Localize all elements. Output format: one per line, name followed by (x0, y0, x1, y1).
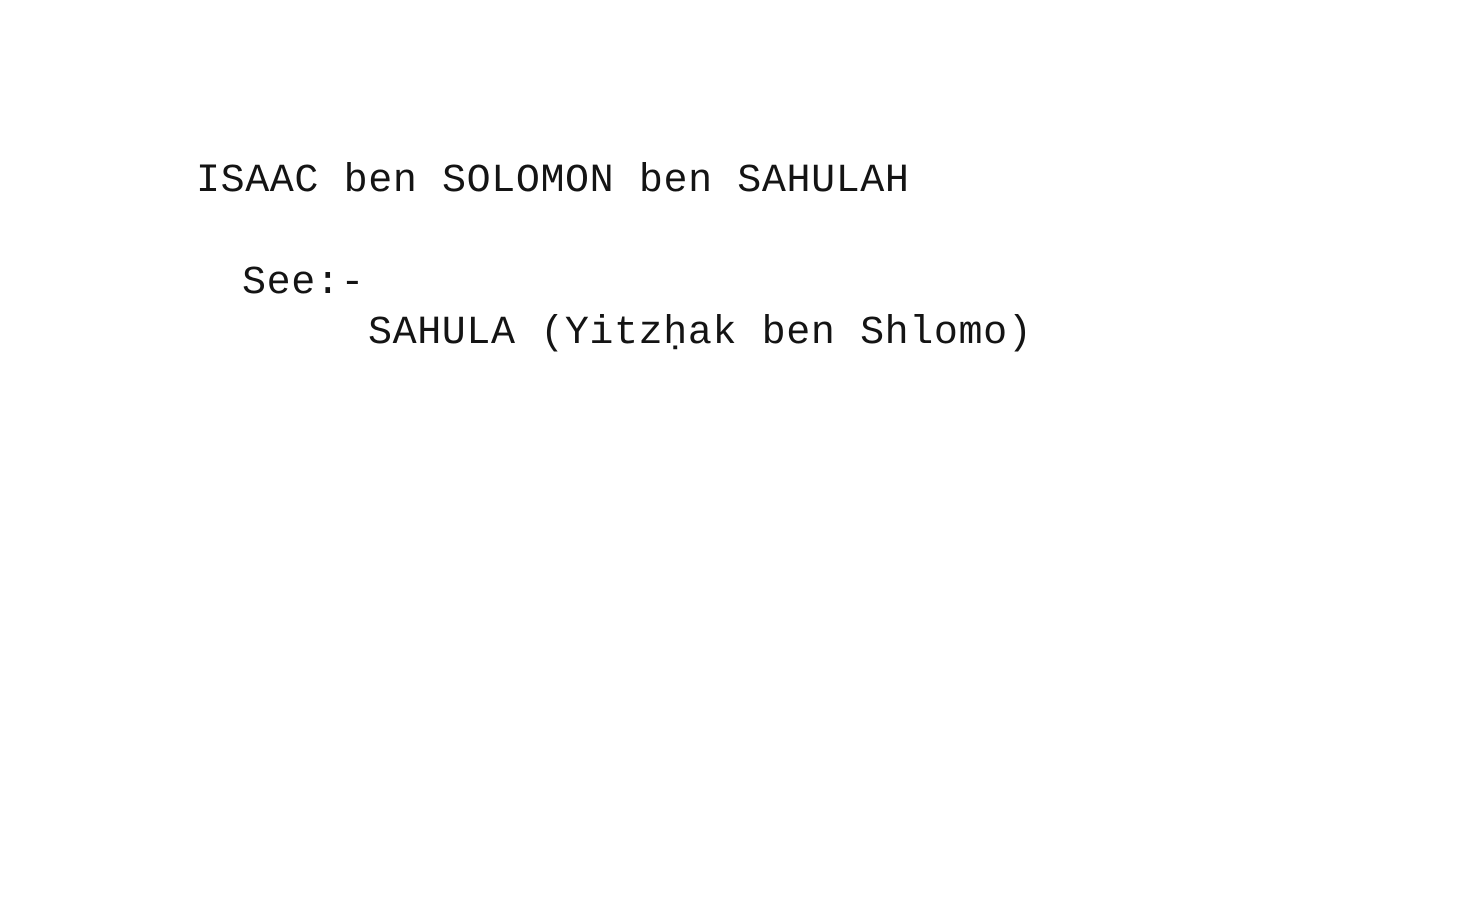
card-heading: ISAAC ben SOLOMON ben SAHULAH (196, 159, 910, 204)
see-label: See:- (242, 261, 366, 306)
see-reference: SAHULA (Yitzḥak ben Shlomo) (368, 311, 1033, 356)
